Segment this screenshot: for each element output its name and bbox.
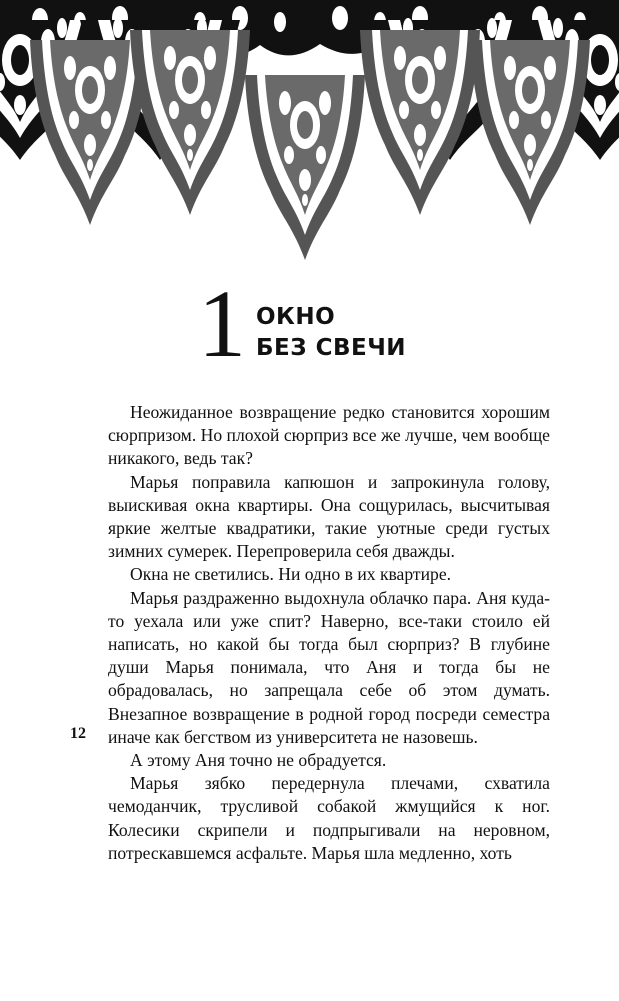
decorative-lace-ornament <box>0 0 619 262</box>
chapter-heading <box>198 270 498 377</box>
paragraph: А этому Аня точно не обрадуется. <box>130 750 387 771</box>
chapter-title <box>256 302 406 364</box>
chapter-number: 1 <box>198 270 246 377</box>
paragraph: Окна не светились. Ни одно в их квартире. <box>130 564 452 585</box>
chapter-title-line-2: БЕЗ СВЕЧИ <box>256 335 407 361</box>
body-text <box>108 401 550 865</box>
paragraph: Марья поправила капюшон и запрокинула голову, выискивая окна квартиры. Она сощурилась, высчитывая яркие желтые квадратики, такие уютные среди густых зимних сумерек. Перепроверила себя дважды. <box>108 471 550 562</box>
paragraph: Марья раздраженно выдохнула облачко пара. Аня куда-то уехала или уже спит? Наверно, все-таки стоило ей написать, но какой бы тогда был сюрприз? В глубине души Марья понимала, что Аня и тогда бы не обрадовалась, но запрещала себе об этом думать. Внезапное возвращение в родной город посреди семестра иначе как бегством из университета не назовешь. <box>108 587 550 747</box>
chapter-title-line-1: ОКНО <box>256 304 336 330</box>
paragraph: Марья зябко передернула плечами, схватила чемоданчик, трусливой собакой жмущийся к ног. Колесики скрипели и подпрыгивали на неровном, потрескавшемся асфальте. Марья шла медленно, хоть <box>108 773 550 863</box>
page-number: 12 <box>70 725 86 742</box>
paragraph: Неожиданное возвращение редко становится хорошим сюрпризом. Но плохой сюрприз все же лучше, чем вообще никакого, ведь так? <box>108 402 550 469</box>
